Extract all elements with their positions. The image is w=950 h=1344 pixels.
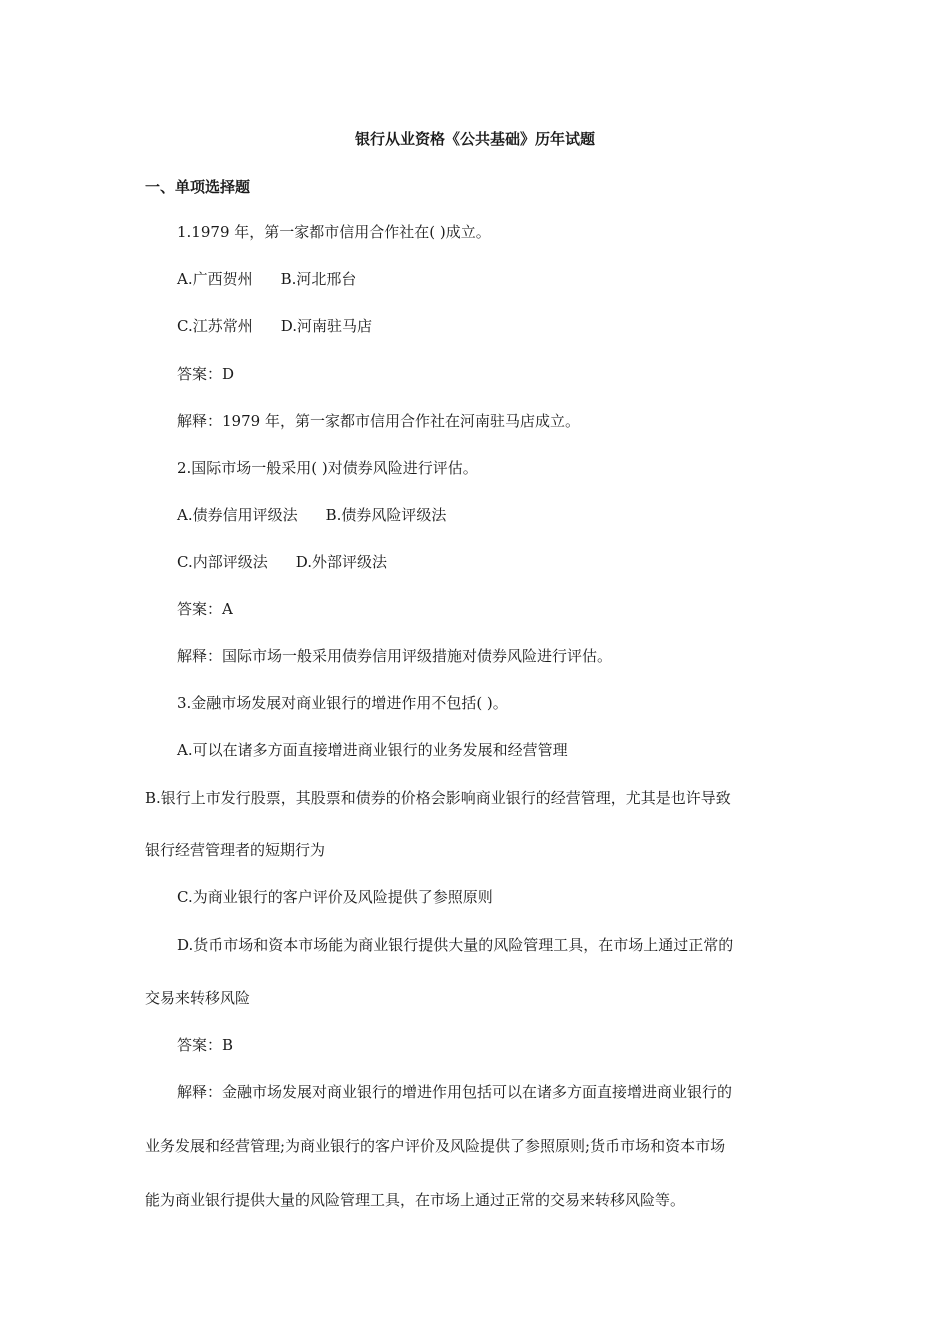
q2-option-d: D.外部评级法 xyxy=(295,553,387,571)
question-2-stem: 2.国际市场一般采用( )对债券风险进行评估。 xyxy=(177,459,478,477)
question-1-answer: 答案：D xyxy=(177,365,235,383)
question-1-options-cd xyxy=(177,316,372,336)
question-1-options-ab xyxy=(177,269,356,289)
question-3-option-b-line-1: B.银行上市发行股票，其股票和债券的价格会影响商业银行的经营管理，尤其是也许导致 xyxy=(145,789,731,807)
question-2-explanation: 解释：国际市场一般采用债券信用评级措施对债券风险进行评估。 xyxy=(177,647,613,665)
q1-option-d: D.河南驻马店 xyxy=(280,317,372,335)
q1-option-c: C.江苏常州 xyxy=(177,317,253,335)
q2-option-b: B.债券风险评级法 xyxy=(325,506,447,524)
question-3-option-a: A.可以在诸多方面直接增进商业银行的业务发展和经营管理 xyxy=(177,741,568,759)
question-3-explanation-line-3: 能为商业银行提供大量的风险管理工具，在市场上通过正常的交易来转移风险等。 xyxy=(145,1191,686,1209)
question-3-explanation-line-2: 业务发展和经营管理;为商业银行的客户评价及风险提供了参照原则;货币市场和资本市场 xyxy=(145,1137,726,1155)
question-3-option-d-line-2: 交易来转移风险 xyxy=(145,989,251,1007)
question-1-stem: 1.1979 年，第一家都市信用合作社在( )成立。 xyxy=(177,223,491,241)
q2-option-c: C.内部评级法 xyxy=(177,553,268,571)
question-3-option-d-line-1: D.货币市场和资本市场能为商业银行提供大量的风险管理工具，在市场上通过正常的 xyxy=(177,936,734,954)
document-title: 银行从业资格《公共基础》历年试题 xyxy=(354,130,595,148)
section-heading: 一、单项选择题 xyxy=(145,178,251,196)
question-3-answer: 答案：B xyxy=(177,1036,234,1054)
question-2-options-ab xyxy=(177,505,446,525)
question-3-option-c: C.为商业银行的客户评价及风险提供了参照原则 xyxy=(177,888,493,906)
q1-option-a: A.广西贺州 xyxy=(177,270,253,288)
question-1-explanation: 解释：1979 年，第一家都市信用合作社在河南驻马店成立。 xyxy=(177,412,580,430)
q2-option-a: A.债券信用评级法 xyxy=(177,506,298,524)
question-3-explanation-line-1: 解释：金融市场发展对商业银行的增进作用包括可以在诸多方面直接增进商业银行的 xyxy=(177,1083,733,1101)
question-2-answer: 答案：A xyxy=(177,600,233,618)
question-3-stem: 3.金融市场发展对商业银行的增进作用不包括( )。 xyxy=(177,694,508,712)
q1-option-b: B.河北邢台 xyxy=(280,270,357,288)
question-2-options-cd xyxy=(177,552,387,572)
question-3-option-b-line-2: 银行经营管理者的短期行为 xyxy=(145,841,326,859)
